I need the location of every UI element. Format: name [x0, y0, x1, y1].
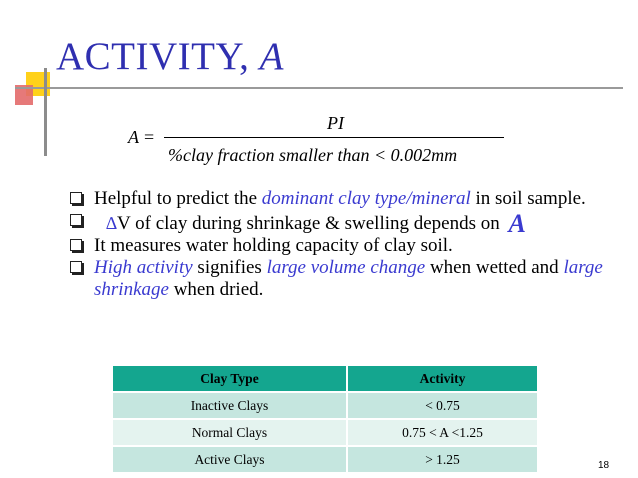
bullet-4-emphasis-3: large shrinkage [94, 257, 603, 300]
bullet-list [68, 188, 628, 301]
bullet-item-4 [68, 257, 628, 301]
checkbox-bullet-icon [70, 261, 82, 273]
checkbox-bullet-icon [70, 192, 82, 204]
table-cell-clay-type: Normal Clays [113, 419, 347, 446]
bullet-1-post: in soil sample. [470, 188, 586, 209]
activity-table [113, 366, 537, 474]
bullet-4-post: when dried. [168, 279, 264, 300]
formula-fraction-bar [164, 137, 504, 138]
bullet-2-symbol: A [508, 209, 526, 238]
formula-lhs: A [128, 127, 139, 147]
table-cell-clay-type: Active Clays [113, 446, 347, 473]
table-cell-activity: 0.75 < A <1.25 [347, 419, 537, 446]
formula-equals: = [144, 127, 155, 147]
bullet-item-1 [68, 188, 628, 210]
checkbox-bullet-icon [70, 214, 82, 226]
table-cell-clay-type: Inactive Clays [113, 392, 347, 419]
table-cell-activity: < 0.75 [347, 392, 537, 419]
bullet-4-emphasis-1: High activity [94, 257, 193, 278]
bullet-1-emphasis: dominant clay type/mineral [261, 188, 471, 209]
table-cell-activity: > 1.25 [347, 446, 537, 473]
checkbox-bullet-icon [70, 239, 82, 251]
bullet-item-3 [68, 235, 628, 257]
formula-denominator: %clay fraction smaller than < 0.002mm [168, 145, 458, 165]
bullet-4-mid-1: signifies [192, 257, 267, 278]
bullet-4-mid-2: when wetted and [425, 257, 564, 278]
delta-icon: ∆ [106, 213, 118, 233]
formula-numerator: PI [327, 113, 344, 133]
bullet-1-pre: Helpful to predict the [94, 188, 262, 209]
bullet-2-text: V of clay during shrinkage & swelling depends on [117, 213, 505, 234]
table-row [113, 419, 537, 446]
bullet-4-emphasis-2: large volume change [266, 257, 426, 278]
table-header-row [113, 366, 537, 392]
table-header-clay-type: Clay Type [113, 366, 347, 392]
table-row [113, 392, 537, 419]
activity-formula [0, 0, 638, 180]
table-row [113, 446, 537, 473]
bullet-3-text: It measures water holding capacity of clay soil. [94, 235, 453, 256]
bullet-item-2 [68, 209, 628, 238]
table-header-activity: Activity [347, 366, 537, 392]
slide-title-symbol: A [259, 35, 284, 78]
page-number: 18 [598, 460, 610, 471]
slide-title-text: ACTIVITY, [56, 35, 250, 78]
